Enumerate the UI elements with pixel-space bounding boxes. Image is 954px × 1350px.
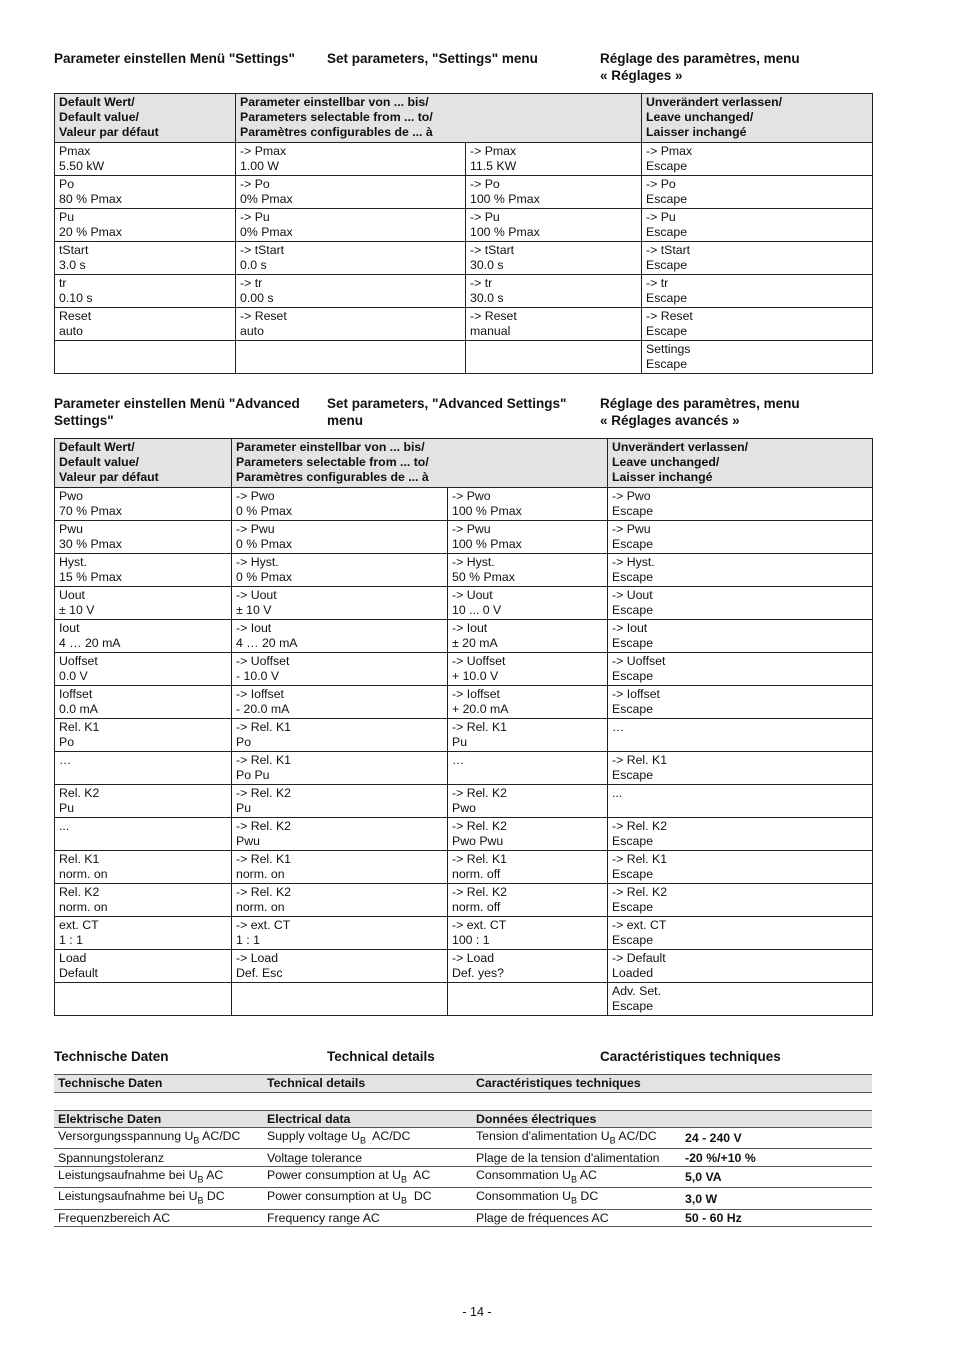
tech-label-de: Leistungsaufnahme bei $U_B$ AC: [54, 1166, 263, 1187]
cell-to: -> Rel. K2 norm. off: [448, 884, 608, 917]
cell-to: -> Pwo 100 % Pmax: [448, 488, 608, 521]
cell-unchanged: -> Default Loaded: [608, 950, 873, 983]
cell-to: -> Uout 10 ... 0 V: [448, 587, 608, 620]
header-default-value: Default Wert/ Default value/ Valeur par défaut: [55, 94, 236, 143]
table-row: [55, 851, 873, 884]
table-row: [55, 554, 873, 587]
section1-title-de: Parameter einstellen Menü "Settings": [54, 51, 295, 66]
cell-from: -> Rel. K2 Pwu: [232, 818, 448, 851]
cell-unchanged: Settings Escape: [642, 341, 873, 374]
section3-title-en: Technical details: [327, 1049, 435, 1064]
cell-unchanged: -> Pwo Escape: [608, 488, 873, 521]
cell-unchanged: …: [608, 719, 873, 752]
section1-title-en: Set parameters, "Settings" menu: [327, 51, 538, 66]
cell-to: -> Ioffset + 20.0 mA: [448, 686, 608, 719]
tech-row: [54, 1209, 872, 1227]
cell-to: -> tStart 30.0 s: [466, 242, 642, 275]
cell-to: -> Iout ± 20 mA: [448, 620, 608, 653]
tech-label-fr: Tension d'alimentation $U_B$ AC/DC: [472, 1128, 681, 1149]
cell-from: -> Pwo 0 % Pmax: [232, 488, 448, 521]
header-default-value: Default Wert/ Default value/ Valeur par défaut: [55, 439, 232, 488]
header-selectable-range: Parameter einstellbar von ... bis/ Parameters selectable from ... to/ Paramètres configurables de ... à: [232, 439, 608, 488]
cell-from: -> ext. CT 1 : 1: [232, 917, 448, 950]
cell-default: Rel. K1 norm. on: [55, 851, 232, 884]
cell-default: Ioffset 0.0 mA: [55, 686, 232, 719]
table-header-row: [55, 94, 873, 143]
cell-to: -> Rel. K2 Pwo: [448, 785, 608, 818]
settings-table: [54, 93, 873, 374]
cell-to: -> Load Def. yes?: [448, 950, 608, 983]
cell-from: -> Hyst. 0 % Pmax: [232, 554, 448, 587]
cell-from: -> Po 0% Pmax: [236, 176, 466, 209]
cell-unchanged: -> Rel. K2 Escape: [608, 884, 873, 917]
cell-unchanged: -> Uoffset Escape: [608, 653, 873, 686]
cell-from: -> Pwu 0 % Pmax: [232, 521, 448, 554]
cell-to: -> Uoffset + 10.0 V: [448, 653, 608, 686]
tech-label-en: Supply voltage $U_B$ AC/DC: [263, 1128, 472, 1149]
cell-to: -> Rel. K2 Pwo Pwu: [448, 818, 608, 851]
cell-default: Pwu 30 % Pmax: [55, 521, 232, 554]
cell-from: -> tStart 0.0 s: [236, 242, 466, 275]
cell-to: -> Pwu 100 % Pmax: [448, 521, 608, 554]
tech-value: 3,0 W: [681, 1188, 872, 1209]
cell-default: ext. CT 1 : 1: [55, 917, 232, 950]
cell-unchanged: -> Pu Escape: [642, 209, 873, 242]
cell-default: Iout 4 … 20 mA: [55, 620, 232, 653]
table-header-row: [55, 439, 873, 488]
cell-to: -> Reset manual: [466, 308, 642, 341]
tech-group-de: Elektrische Daten: [54, 1110, 263, 1128]
cell-unchanged: -> Ioffset Escape: [608, 686, 873, 719]
cell-to: -> tr 30.0 s: [466, 275, 642, 308]
header-leave-unchanged: Unverändert verlassen/ Leave unchanged/ Laisser inchangé: [642, 94, 873, 143]
tech-label-de: Leistungsaufnahme bei $U_B$ DC: [54, 1188, 263, 1209]
cell-from: -> Iout 4 … 20 mA: [232, 620, 448, 653]
cell-unchanged: -> Rel. K2 Escape: [608, 818, 873, 851]
tech-label-en: Power consumption at $U_B$ AC: [263, 1166, 472, 1187]
tech-label-fr: Consommation $U_B$ DC: [472, 1188, 681, 1209]
table-row: [55, 341, 873, 374]
tech-value: 50 - 60 Hz: [681, 1209, 872, 1227]
table-row: [55, 275, 873, 308]
cell-unchanged: -> ext. CT Escape: [608, 917, 873, 950]
table-row: [55, 785, 873, 818]
cell-unchanged: Adv. Set. Escape: [608, 983, 873, 1016]
cell-to: -> Hyst. 50 % Pmax: [448, 554, 608, 587]
cell-from: -> tr 0.00 s: [236, 275, 466, 308]
cell-unchanged: -> Pmax Escape: [642, 143, 873, 176]
table-row: [55, 917, 873, 950]
section1-title-fr: Réglage des paramètres, menu « Réglages »: [600, 51, 800, 83]
cell-from: -> Uoffset - 10.0 V: [232, 653, 448, 686]
cell-to: -> Rel. K1 Pu: [448, 719, 608, 752]
tech-header-row: [54, 1075, 872, 1093]
tech-header-value: [681, 1075, 872, 1093]
table-row: [55, 653, 873, 686]
cell-default: [55, 341, 236, 374]
tech-label-fr: Plage de fréquences AC: [472, 1209, 681, 1227]
tech-label-en: Frequency range AC: [263, 1209, 472, 1227]
tech-row: [54, 1149, 872, 1167]
cell-default: Rel. K2 Pu: [55, 785, 232, 818]
table-row: [55, 752, 873, 785]
cell-default: Pmax 5.50 kW: [55, 143, 236, 176]
table-row: [55, 950, 873, 983]
table-row: [55, 983, 873, 1016]
tech-group-fr: Données électriques: [472, 1110, 681, 1128]
page-number: - 14 -: [462, 1305, 492, 1319]
cell-default: tStart 3.0 s: [55, 242, 236, 275]
cell-from: -> Pu 0% Pmax: [236, 209, 466, 242]
cell-default: tr 0.10 s: [55, 275, 236, 308]
tech-label-en: Power consumption at $U_B$ DC: [263, 1188, 472, 1209]
table-row: [55, 884, 873, 917]
tech-label-de: Spannungstoleranz: [54, 1149, 263, 1167]
header-selectable-range: Parameter einstellbar von ... bis/ Parameters selectable from ... to/ Paramètres configurables de ... à: [236, 94, 642, 143]
table-row: [55, 719, 873, 752]
table-row: [55, 686, 873, 719]
cell-unchanged: -> Rel. K1 Escape: [608, 851, 873, 884]
table-row: [55, 242, 873, 275]
tech-label-de: Frequenzbereich AC: [54, 1209, 263, 1227]
table-row: [55, 521, 873, 554]
tech-label-fr: Consommation $U_B$ AC: [472, 1166, 681, 1187]
cell-from: -> Reset auto: [236, 308, 466, 341]
cell-to: -> Po 100 % Pmax: [466, 176, 642, 209]
cell-unchanged: ...: [608, 785, 873, 818]
cell-from: -> Rel. K1 Po Pu: [232, 752, 448, 785]
cell-unchanged: -> Rel. K1 Escape: [608, 752, 873, 785]
tech-value: 5,0 VA: [681, 1166, 872, 1187]
table-row: [55, 488, 873, 521]
tech-label-de: Versorgungsspannung $U_B$ AC/DC: [54, 1128, 263, 1149]
cell-from: -> Rel. K2 Pu: [232, 785, 448, 818]
cell-default: Pwo 70 % Pmax: [55, 488, 232, 521]
cell-unchanged: -> Po Escape: [642, 176, 873, 209]
cell-default: Rel. K2 norm. on: [55, 884, 232, 917]
table-row: [55, 818, 873, 851]
cell-unchanged: -> Uout Escape: [608, 587, 873, 620]
tech-header-fr: Caractéristiques techniques: [472, 1075, 681, 1093]
cell-unchanged: -> tStart Escape: [642, 242, 873, 275]
cell-to: -> Pmax 11.5 KW: [466, 143, 642, 176]
cell-unchanged: -> tr Escape: [642, 275, 873, 308]
cell-unchanged: -> Pwu Escape: [608, 521, 873, 554]
tech-label-fr: Plage de la tension d'alimentation: [472, 1149, 681, 1167]
cell-to: -> Rel. K1 norm. off: [448, 851, 608, 884]
table-row: [55, 209, 873, 242]
tech-label-en: Voltage tolerance: [263, 1149, 472, 1167]
cell-default: Hyst. 15 % Pmax: [55, 554, 232, 587]
tech-value: -20 %/+10 %: [681, 1149, 872, 1167]
technical-data-table: [54, 1074, 872, 1227]
cell-from: [232, 983, 448, 1016]
cell-default: Uoffset 0.0 V: [55, 653, 232, 686]
cell-default: Pu 20 % Pmax: [55, 209, 236, 242]
cell-default: [55, 983, 232, 1016]
cell-from: -> Pmax 1.00 W: [236, 143, 466, 176]
section3-title-de: Technische Daten: [54, 1049, 169, 1064]
cell-default: Po 80 % Pmax: [55, 176, 236, 209]
cell-default: …: [55, 752, 232, 785]
tech-header-de: Technische Daten: [54, 1075, 263, 1093]
cell-from: [236, 341, 466, 374]
cell-default: Uout ± 10 V: [55, 587, 232, 620]
advanced-settings-table: [54, 438, 873, 1016]
cell-default: Load Default: [55, 950, 232, 983]
cell-unchanged: -> Iout Escape: [608, 620, 873, 653]
cell-default: Rel. K1 Po: [55, 719, 232, 752]
cell-to: [466, 341, 642, 374]
cell-to: [448, 983, 608, 1016]
table-row: [55, 587, 873, 620]
header-leave-unchanged: Unverändert verlassen/ Leave unchanged/ Laisser inchangé: [608, 439, 873, 488]
tech-group-value: [681, 1110, 872, 1128]
tech-row: [54, 1166, 872, 1187]
section2-title-fr: Réglage des paramètres, menu « Réglages avancés »: [600, 396, 800, 428]
tech-header-en: Technical details: [263, 1075, 472, 1093]
section2-title-en: Set parameters, "Advanced Settings" menu: [327, 396, 567, 428]
cell-unchanged: -> Reset Escape: [642, 308, 873, 341]
cell-to: -> Pu 100 % Pmax: [466, 209, 642, 242]
cell-to: …: [448, 752, 608, 785]
cell-from: -> Ioffset - 20.0 mA: [232, 686, 448, 719]
section2-title-de: Parameter einstellen Menü "Advanced Settings": [54, 396, 300, 428]
cell-from: -> Rel. K1 norm. on: [232, 851, 448, 884]
cell-default: Reset auto: [55, 308, 236, 341]
table-row: [55, 620, 873, 653]
cell-from: -> Rel. K2 norm. on: [232, 884, 448, 917]
tech-spacer-row: [54, 1092, 872, 1110]
tech-row: [54, 1128, 872, 1149]
cell-to: -> ext. CT 100 : 1: [448, 917, 608, 950]
table-row: [55, 143, 873, 176]
tech-group-en: Electrical data: [263, 1110, 472, 1128]
table-row: [55, 308, 873, 341]
cell-from: -> Rel. K1 Po: [232, 719, 448, 752]
tech-row: [54, 1188, 872, 1209]
tech-value: 24 - 240 V: [681, 1128, 872, 1149]
cell-unchanged: -> Hyst. Escape: [608, 554, 873, 587]
table-row: [55, 176, 873, 209]
section3-title-fr: Caractéristiques techniques: [600, 1049, 781, 1064]
tech-group-row: [54, 1110, 872, 1128]
cell-from: -> Load Def. Esc: [232, 950, 448, 983]
cell-from: -> Uout ± 10 V: [232, 587, 448, 620]
cell-default: ...: [55, 818, 232, 851]
